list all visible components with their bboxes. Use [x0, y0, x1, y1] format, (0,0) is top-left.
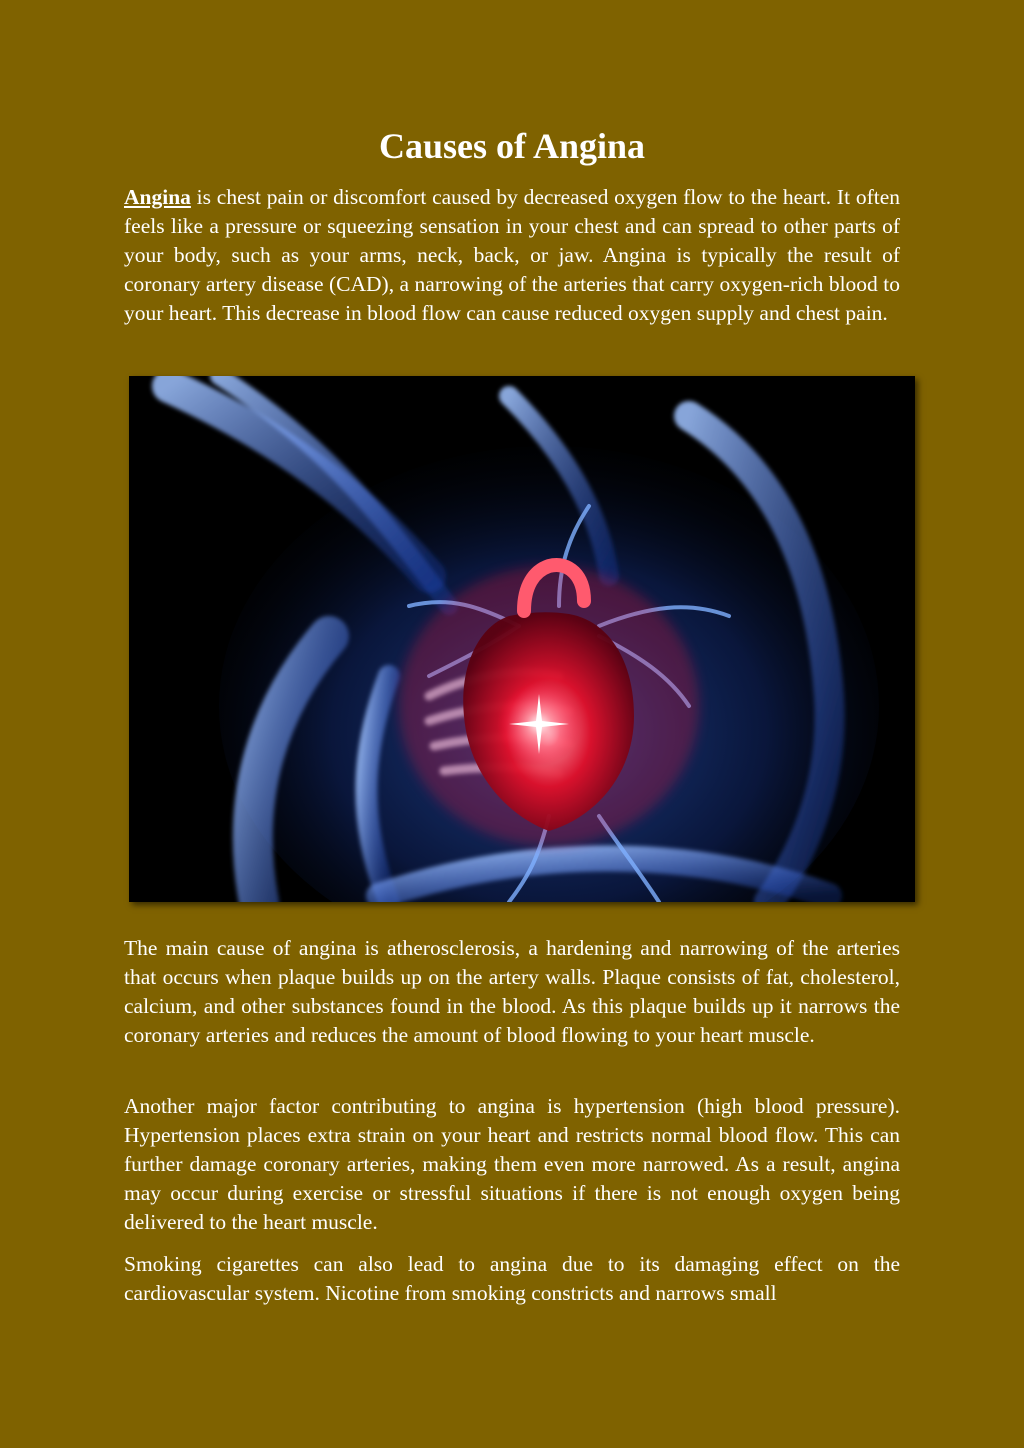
atherosclerosis-paragraph: The main cause of angina is atherosclerosis, a hardening and narrowing of the arteries that occurs when plaque builds up on the artery walls. Plaque consists of fat, cholesterol, calcium, and other substances found in the blood. As this plaque builds up it narrows the coronary arteries and reduces the amount of blood flowing to your heart muscle.: [124, 936, 900, 1047]
intro-text: is chest pain or discomfort caused by decreased oxygen flow to the heart. It often feels like a pressure or squeezing sensation in your chest and can spread to other parts of your body, such as your arms, neck, back, or jaw. Angina is typically the result of coronary artery disease (CAD), a narrowing of the arteries that carry oxygen-rich blood to your heart. This decrease in blood flow can cause reduced oxygen supply and chest pain.: [124, 185, 900, 325]
xray-heart-illustration: [129, 376, 915, 902]
smoking-paragraph: Smoking cigarettes can also lead to angina due to its damaging effect on the cardiovascular system. Nicotine from smoking constricts and narrows small: [124, 1252, 900, 1305]
angina-link[interactable]: Angina: [124, 185, 191, 209]
hypertension-paragraph: Another major factor contributing to angina is hypertension (high blood pressure). Hypertension places extra strain on your heart and restricts normal blood flow. This can further damage coronary arteries, making them even more narrowed. As a result, angina may occur during exercise or stressful situations if there is not enough oxygen being delivered to the heart muscle.: [124, 1094, 900, 1234]
intro-paragraph: [124, 183, 900, 328]
page-title: Causes of Angina: [378, 126, 646, 166]
